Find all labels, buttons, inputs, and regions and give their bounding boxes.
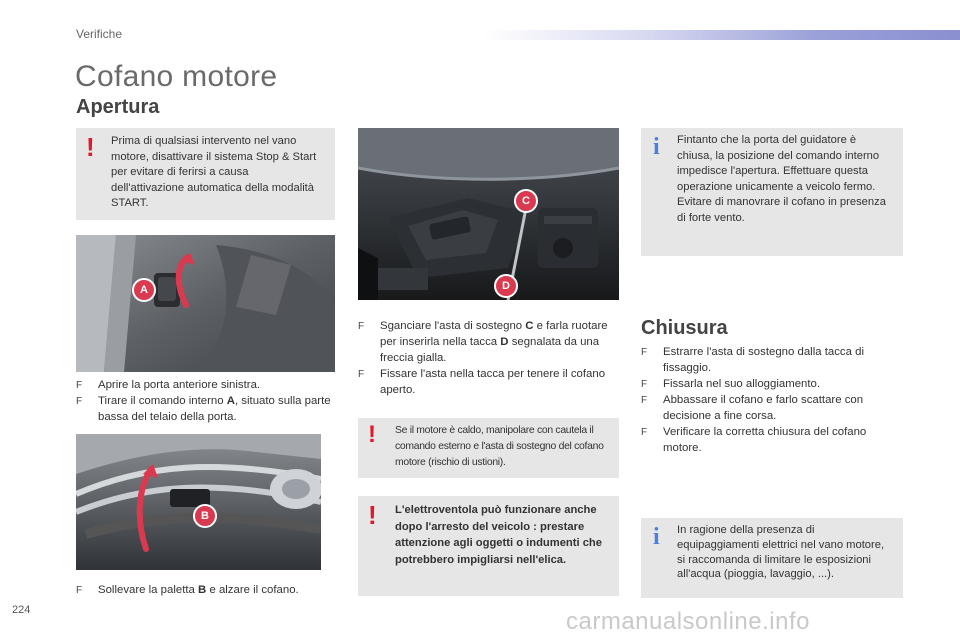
section-label: Verifiche (76, 27, 123, 41)
steps-prop-rod (358, 318, 620, 398)
photo-engine-bay (358, 128, 619, 300)
info-icon: i (653, 134, 660, 160)
bullet-icon: F (358, 321, 365, 332)
warning-box-hot-engine (358, 418, 619, 478)
steps-door (76, 377, 341, 425)
closing-step: F Abbassare il cofano e farlo scattare con decisione a fine corsa. (641, 394, 864, 422)
bullet-icon: F (76, 380, 83, 391)
bullet-icon: F (641, 395, 648, 406)
step-unhook-rod: F Sganciare l'asta di sostegno C e farla ruotare per inserirla nella tacca D segnalata da una freccia gialla. (358, 320, 608, 364)
photo-door-lever (76, 235, 335, 372)
badge-c: C (514, 189, 538, 213)
steps-grille (76, 582, 341, 598)
bullet-icon: F (76, 585, 83, 596)
warning-box-fan (358, 496, 619, 596)
info-water-text: In ragione della presenza di equipaggiamenti elettrici nel vano motore, si raccomanda di limitare le esposizioni all'acqua (pioggia, lavaggio, ...). (677, 524, 885, 581)
warning-hot-engine-text: Se il motore è caldo, manipolare con cautela il comando esterno e l'asta di sostegno del cofano motore (rischio di ustioni). (395, 425, 604, 468)
header-gradient-bar (484, 30, 960, 40)
info-door-text: Fintanto che la porta del guidatore è chiusa, la posizione del comando interno impedisce l'apertura. Effettuare questa operazione unicamente a veicolo fermo. Evitare di manovrare il cofano in presenza di forte vento. (677, 134, 886, 224)
warning-fan-text: L'elettroventola può funzionare anche dopo l'arresto del veicolo : prestare attenzione agli oggetti o indumenti che potrebbero impigliarsi nell'elica. (395, 504, 602, 566)
warning-icon: ! (86, 132, 95, 162)
info-box-door (641, 128, 903, 256)
bullet-icon: F (641, 427, 648, 438)
bullet-icon: F (76, 396, 83, 407)
step-lift-catch: F Sollevare la paletta B e alzare il cofano. (76, 582, 341, 598)
bullet-icon: F (641, 347, 648, 358)
step-open-door: F Aprire la porta anteriore sinistra. (76, 377, 341, 393)
bullet-icon: F (641, 379, 648, 390)
heading-chiusura: Chiusura (641, 317, 728, 339)
badge-a: A (132, 278, 156, 302)
badge-d: D (494, 274, 518, 298)
heading-apertura: Apertura (76, 96, 160, 118)
warning-stop-start-text: Prima di qualsiasi intervento nel vano motore, disattivare il sistema Stop & Start per evitare di ferirsi a causa dell'attivazione automatica della modalità START. (111, 135, 317, 210)
warning-box-stop-start (76, 128, 335, 220)
page-title: Cofano motore (75, 60, 278, 93)
badge-b: B (193, 504, 217, 528)
closing-step: F Fissarla nel suo alloggiamento. (641, 376, 901, 392)
door-lever-illustration (76, 235, 335, 372)
step-pull-lever: F Tirare il comando interno A, situato sulla parte bassa del telaio della porta. (76, 395, 331, 423)
closing-step: F Verificare la corretta chiusura del cofano motore. (641, 426, 867, 454)
photo-grille-catch (76, 434, 321, 570)
warning-icon: ! (368, 500, 377, 530)
watermark: carmanualsonline.info (566, 608, 810, 635)
closing-step: F Estrarre l'asta di sostegno dalla tacca di fissaggio. (641, 346, 864, 374)
steps-closing (641, 344, 901, 456)
step-fix-rod: F Fissare l'asta nella tacca per tenere il cofano aperto. (358, 368, 606, 396)
info-icon: i (653, 524, 660, 550)
page-number: 224 (12, 604, 31, 616)
warning-icon: ! (368, 421, 376, 448)
grille-catch-illustration (76, 434, 321, 570)
engine-bay-illustration (358, 128, 619, 300)
bullet-icon: F (358, 369, 365, 380)
info-box-water (641, 518, 903, 598)
